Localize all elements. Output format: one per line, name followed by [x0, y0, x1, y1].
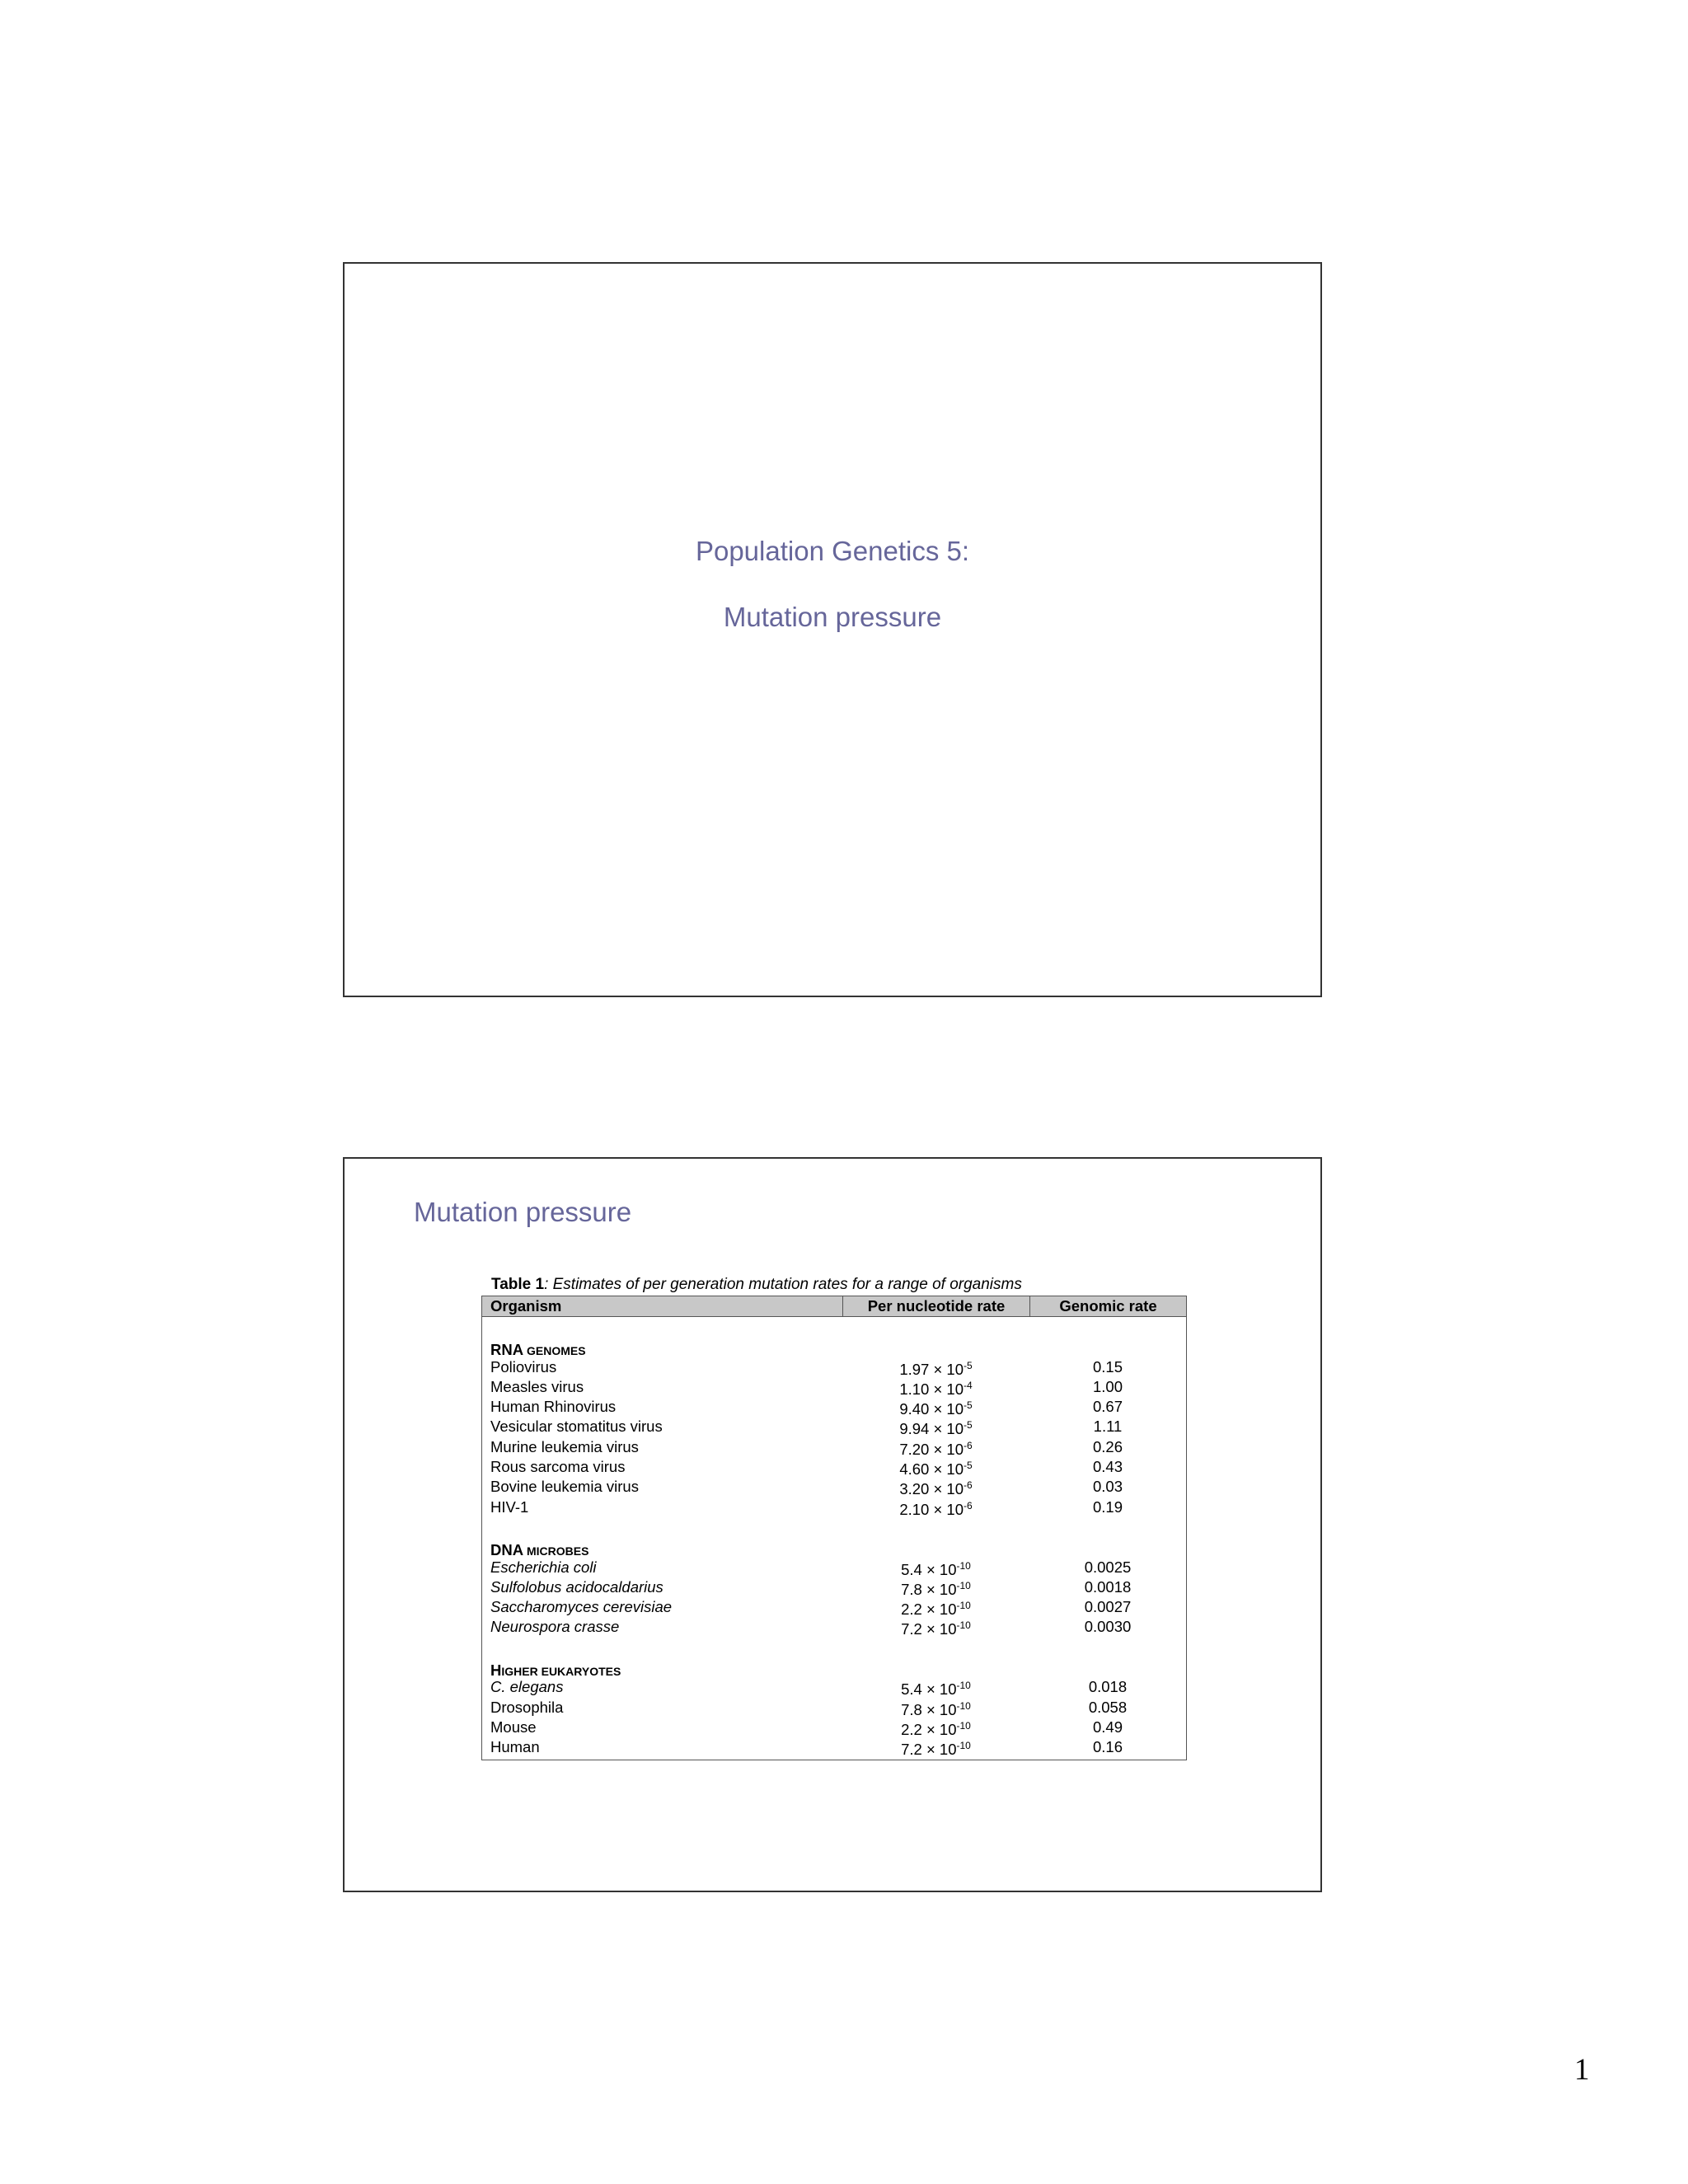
per-nucleotide-rate-cell: [842, 1698, 1029, 1718]
per-nucleotide-rate-cell: [842, 1597, 1029, 1617]
organism-cell: Saccharomyces cerevisiae: [490, 1598, 673, 1616]
organism-cell: Vesicular stomatitus virus: [490, 1418, 663, 1436]
group-heading-initial: DNA: [490, 1541, 524, 1559]
rate-exponent: -5: [964, 1460, 973, 1472]
group-heading: [482, 1657, 1186, 1680]
rate-exponent: -6: [964, 1439, 973, 1451]
rate-mantissa: 2.10 × 10: [899, 1500, 964, 1518]
rate-mantissa: 2.2 × 10: [901, 1720, 957, 1738]
table-row: [482, 1558, 1186, 1577]
group-heading-initial: RNA: [490, 1341, 524, 1359]
per-nucleotide-rate-cell: [842, 1357, 1029, 1377]
organism-cell: Rous sarcoma virus: [490, 1458, 626, 1476]
table-row: [482, 1698, 1186, 1718]
rate-mantissa: 5.4 × 10: [901, 1680, 957, 1699]
rate-exponent: -4: [964, 1379, 973, 1391]
genomic-rate-cell: 0.058: [1088, 1698, 1128, 1716]
rate-mantissa: 5.4 × 10: [901, 1560, 957, 1578]
organism-cell: Murine leukemia virus: [490, 1437, 639, 1455]
mutation-rate-table: [481, 1296, 1187, 1760]
rate-mantissa: 9.94 × 10: [899, 1420, 964, 1438]
slide-title: Mutation pressure: [414, 1197, 632, 1227]
table-row: [482, 1417, 1186, 1436]
table-row: [482, 1477, 1186, 1497]
rate-mantissa: 7.8 × 10: [901, 1700, 957, 1718]
slide-title-line-2: Mutation pressure: [723, 602, 942, 632]
page-number: 1: [1574, 2053, 1590, 2087]
genomic-rate-cell: 0.018: [1088, 1678, 1128, 1696]
genomic-rate-cell: 0.43: [1092, 1458, 1123, 1476]
genomic-rate-cell: 0.16: [1092, 1738, 1123, 1756]
table-row: [482, 1677, 1186, 1697]
table-caption: [491, 1276, 1022, 1294]
rate-mantissa: 7.20 × 10: [899, 1440, 964, 1458]
table-row: [482, 1397, 1186, 1417]
genomic-rate-cell: 0.26: [1092, 1437, 1123, 1455]
rate-exponent: -10: [956, 1680, 971, 1692]
group-heading-label: [482, 1337, 586, 1357]
organism-cell: Sulfolobus acidocaldarius: [490, 1577, 663, 1596]
rate-mantissa: 7.2 × 10: [901, 1620, 957, 1638]
rate-mantissa: 1.10 × 10: [899, 1380, 964, 1398]
group-heading-rest: GENOMES: [523, 1344, 586, 1358]
rate-exponent: -5: [964, 1399, 973, 1412]
per-nucleotide-rate-cell: [842, 1677, 1029, 1697]
header-organism: Organism: [490, 1297, 562, 1315]
title-slide: [343, 262, 1322, 997]
rate-mantissa: 3.20 × 10: [899, 1480, 964, 1498]
genomic-rate-cell: 0.0018: [1084, 1577, 1132, 1596]
table-row: [482, 1737, 1186, 1757]
rate-exponent: -10: [956, 1559, 971, 1572]
table-caption-label: Table 1: [491, 1276, 545, 1293]
rate-exponent: -10: [956, 1719, 971, 1732]
group-heading-rest: IGHER EUKARYOTES: [501, 1665, 621, 1679]
genomic-rate-cell: 1.00: [1092, 1377, 1123, 1395]
rate-exponent: -10: [956, 1740, 971, 1752]
table-row: [482, 1357, 1186, 1377]
per-nucleotide-rate-cell: [842, 1417, 1029, 1436]
per-nucleotide-rate-cell: [842, 1737, 1029, 1757]
table-header-row: [482, 1296, 1186, 1317]
per-nucleotide-rate-cell: [842, 1477, 1029, 1497]
group-heading: [482, 1537, 1186, 1557]
rate-mantissa: 7.2 × 10: [901, 1741, 957, 1759]
group-heading-label: [482, 1537, 588, 1557]
per-nucleotide-rate-cell: [842, 1577, 1029, 1597]
rate-exponent: -6: [964, 1499, 973, 1511]
rate-exponent: -10: [956, 1579, 971, 1591]
per-nucleotide-rate-cell: [842, 1457, 1029, 1477]
genomic-rate-cell: 0.0027: [1084, 1598, 1132, 1616]
genomic-rate-cell: 0.49: [1092, 1718, 1123, 1736]
rate-mantissa: 1.97 × 10: [899, 1360, 964, 1378]
organism-cell: Poliovirus: [490, 1357, 557, 1376]
per-nucleotide-rate-cell: [842, 1617, 1029, 1637]
group-heading-label: [482, 1657, 621, 1680]
rate-exponent: -5: [964, 1359, 973, 1371]
genomic-rate-cell: 0.03: [1092, 1478, 1123, 1496]
organism-cell: Drosophila: [490, 1698, 564, 1716]
table-body: [482, 1317, 1186, 1760]
table-row: [482, 1718, 1186, 1737]
organism-cell: C. elegans: [490, 1678, 564, 1696]
rate-exponent: -10: [956, 1699, 971, 1712]
rate-exponent: -10: [956, 1619, 971, 1632]
table-slide: [343, 1157, 1322, 1892]
per-nucleotide-rate-cell: [842, 1377, 1029, 1397]
organism-cell: Human: [490, 1738, 540, 1756]
rate-exponent: -5: [964, 1419, 973, 1432]
genomic-rate-cell: 1.11: [1093, 1418, 1123, 1436]
group-spacer: [482, 1638, 1186, 1657]
per-nucleotide-rate-cell: [842, 1397, 1029, 1417]
rate-mantissa: 2.2 × 10: [901, 1601, 957, 1619]
organism-cell: HIV-1: [490, 1497, 529, 1516]
rate-exponent: -10: [956, 1600, 971, 1612]
organism-cell: Mouse: [490, 1718, 537, 1736]
table-row: [482, 1457, 1186, 1477]
group-heading: [482, 1337, 1186, 1357]
slide-title-line-1: Population Genetics 5:: [695, 536, 970, 566]
organism-cell: Measles virus: [490, 1377, 584, 1395]
per-nucleotide-rate-cell: [842, 1497, 1029, 1517]
header-genomic-rate: Genomic rate: [1029, 1296, 1186, 1316]
organism-cell: Neurospora crasse: [490, 1618, 620, 1636]
per-nucleotide-rate-cell: [842, 1437, 1029, 1457]
organism-cell: Bovine leukemia virus: [490, 1478, 639, 1496]
per-nucleotide-rate-cell: [842, 1558, 1029, 1577]
group-heading-initial: H: [490, 1661, 502, 1680]
table-row: [482, 1597, 1186, 1617]
genomic-rate-cell: 0.15: [1092, 1357, 1123, 1376]
rate-exponent: -6: [964, 1479, 973, 1492]
table-row: [482, 1377, 1186, 1397]
header-per-nucleotide-rate: Per nucleotide rate: [842, 1296, 1029, 1316]
genomic-rate-cell: 0.0030: [1084, 1618, 1132, 1636]
table-caption-text: : Estimates of per generation mutation rates for a range of organisms: [544, 1276, 1022, 1293]
rate-mantissa: 4.60 × 10: [899, 1460, 964, 1479]
genomic-rate-cell: 0.67: [1092, 1398, 1123, 1416]
group-spacer: [482, 1517, 1186, 1537]
organism-cell: Escherichia coli: [490, 1558, 597, 1576]
per-nucleotide-rate-cell: [842, 1718, 1029, 1737]
table-row: [482, 1617, 1186, 1637]
group-spacer: [482, 1317, 1186, 1337]
table-row: [482, 1577, 1186, 1597]
rate-mantissa: 9.40 × 10: [899, 1400, 964, 1418]
table-row: [482, 1497, 1186, 1517]
group-heading-rest: MICROBES: [523, 1544, 589, 1558]
table-row: [482, 1437, 1186, 1457]
genomic-rate-cell: 0.19: [1092, 1497, 1123, 1516]
genomic-rate-cell: 0.0025: [1084, 1558, 1132, 1576]
organism-cell: Human Rhinovirus: [490, 1398, 617, 1416]
rate-mantissa: 7.8 × 10: [901, 1580, 957, 1598]
